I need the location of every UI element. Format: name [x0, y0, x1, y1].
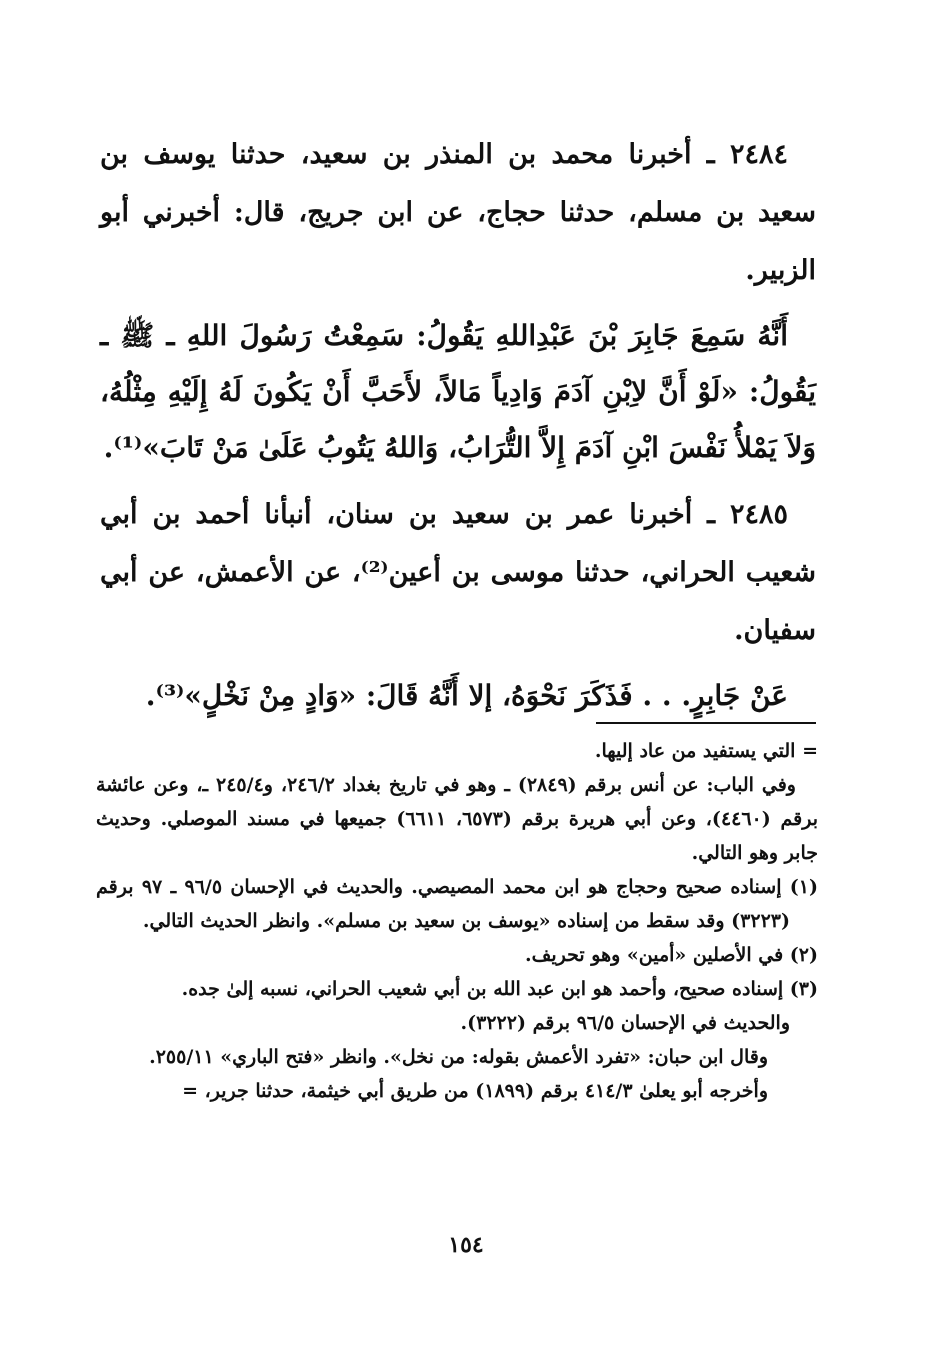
page-number: ١٥٤ — [448, 1232, 484, 1258]
hadith-2484-isnad: ٢٤٨٤ ـ أخبرنا محمد بن المنذر بن سعيد، حدثنا يوسف بن سعيد بن مسلم، حدثنا حجاج، عن ابن جريج، قال: أخبرني أبو الزبير. — [100, 139, 816, 286]
main-text — [100, 118, 816, 734]
hadith-2485-matn: عَنْ جَابِرٍ. . . فَذَكَرَ نَحْوَهُ، إلا أَنَّهُ قَالَ: «وَادٍ مِنْ نَخْلٍ»⁽³⁾. — [145, 679, 788, 712]
hadith-2484-matn: أَنَّهُ سَمِعَ جَابِرَ بْنَ عَبْدِاللهِ يَقُولُ: سَمِعْتُ رَسُولَ اللهِ ـ ﷺ ـ يَقُولُ: «لَوْ أَنَّ لاِبْنِ آدَمَ وَادِياً مَالاً، لأَحَبَّ أَنْ يَكُونَ لَهُ إِلَيْهِ مِثْلُهُ، وَلاَ يَمْلأُ نَفْسَ ابْنِ آدَمَ إِلاَّ التُّرَابُ، وَاللهُ يَتُوبُ عَلَىٰ مَنْ تَابَ»⁽¹⁾. — [100, 319, 816, 464]
footnote-continuation-bab: وفي الباب: عن أنس برقم (٢٨٤٩) ـ وهو في تاريخ بغداد ٢٤٦/٢، و٢٤٥/٤ ـ، وعن عائشة برقم (٤٤٦٠)، وعن أبي هريرة برقم (٦٥٧٣، ٦٦١١) جميعها في مسند الموصلي. وحديث جابر وهو التالي. — [96, 774, 819, 864]
footnote-continuation: = التي يستفيد من عاد إليها. — [594, 740, 818, 762]
footnote-3-ihsan: والحديث في الإحسان ٩٦/٥ برقم (٣٢٢٢). — [460, 1012, 790, 1034]
hadith-2485-isnad: ٢٤٨٥ ـ أخبرنا عمر بن سعيد بن سنان، أنبأنا أحمد بن أبي شعيب الحراني، حدثنا موسى بن أعين⁽²⁾، عن الأعمش، عن أبي سفيان. — [100, 499, 817, 646]
footnote-2: (٢) في الأصلين «أمين» وهو تحريف. — [525, 944, 818, 966]
footnotes — [96, 734, 818, 1108]
footnote-3: (٣) إسناده صحيح، وأحمد هو ابن عبد الله بن أبي شعيب الحراني، نسبه إلىٰ جده. — [181, 978, 818, 1000]
footnote-divider — [596, 722, 816, 724]
footnote-1: (١) إسناده صحيح وحجاج هو ابن محمد المصيصي. والحديث في الإحسان ٩٦/٥ ـ ٩٧ برقم (٣٢٢٣) وقد سقط من إسناده «يوسف بن سعيد بن مسلم». وانظر الحديث التالي. — [96, 876, 819, 932]
footnote-3-abu-yala: وأخرجه أبو يعلىٰ ٤١٤/٣ برقم (١٨٩٩) من طريق أبي خيثمة، حدثنا جرير، = — [182, 1080, 768, 1102]
footnote-3-ibn-hibban: وقال ابن حبان: «تفرد الأعمش بقوله: من نخل». وانظر «فتح الباري» ٢٥٥/١١. — [149, 1046, 768, 1068]
